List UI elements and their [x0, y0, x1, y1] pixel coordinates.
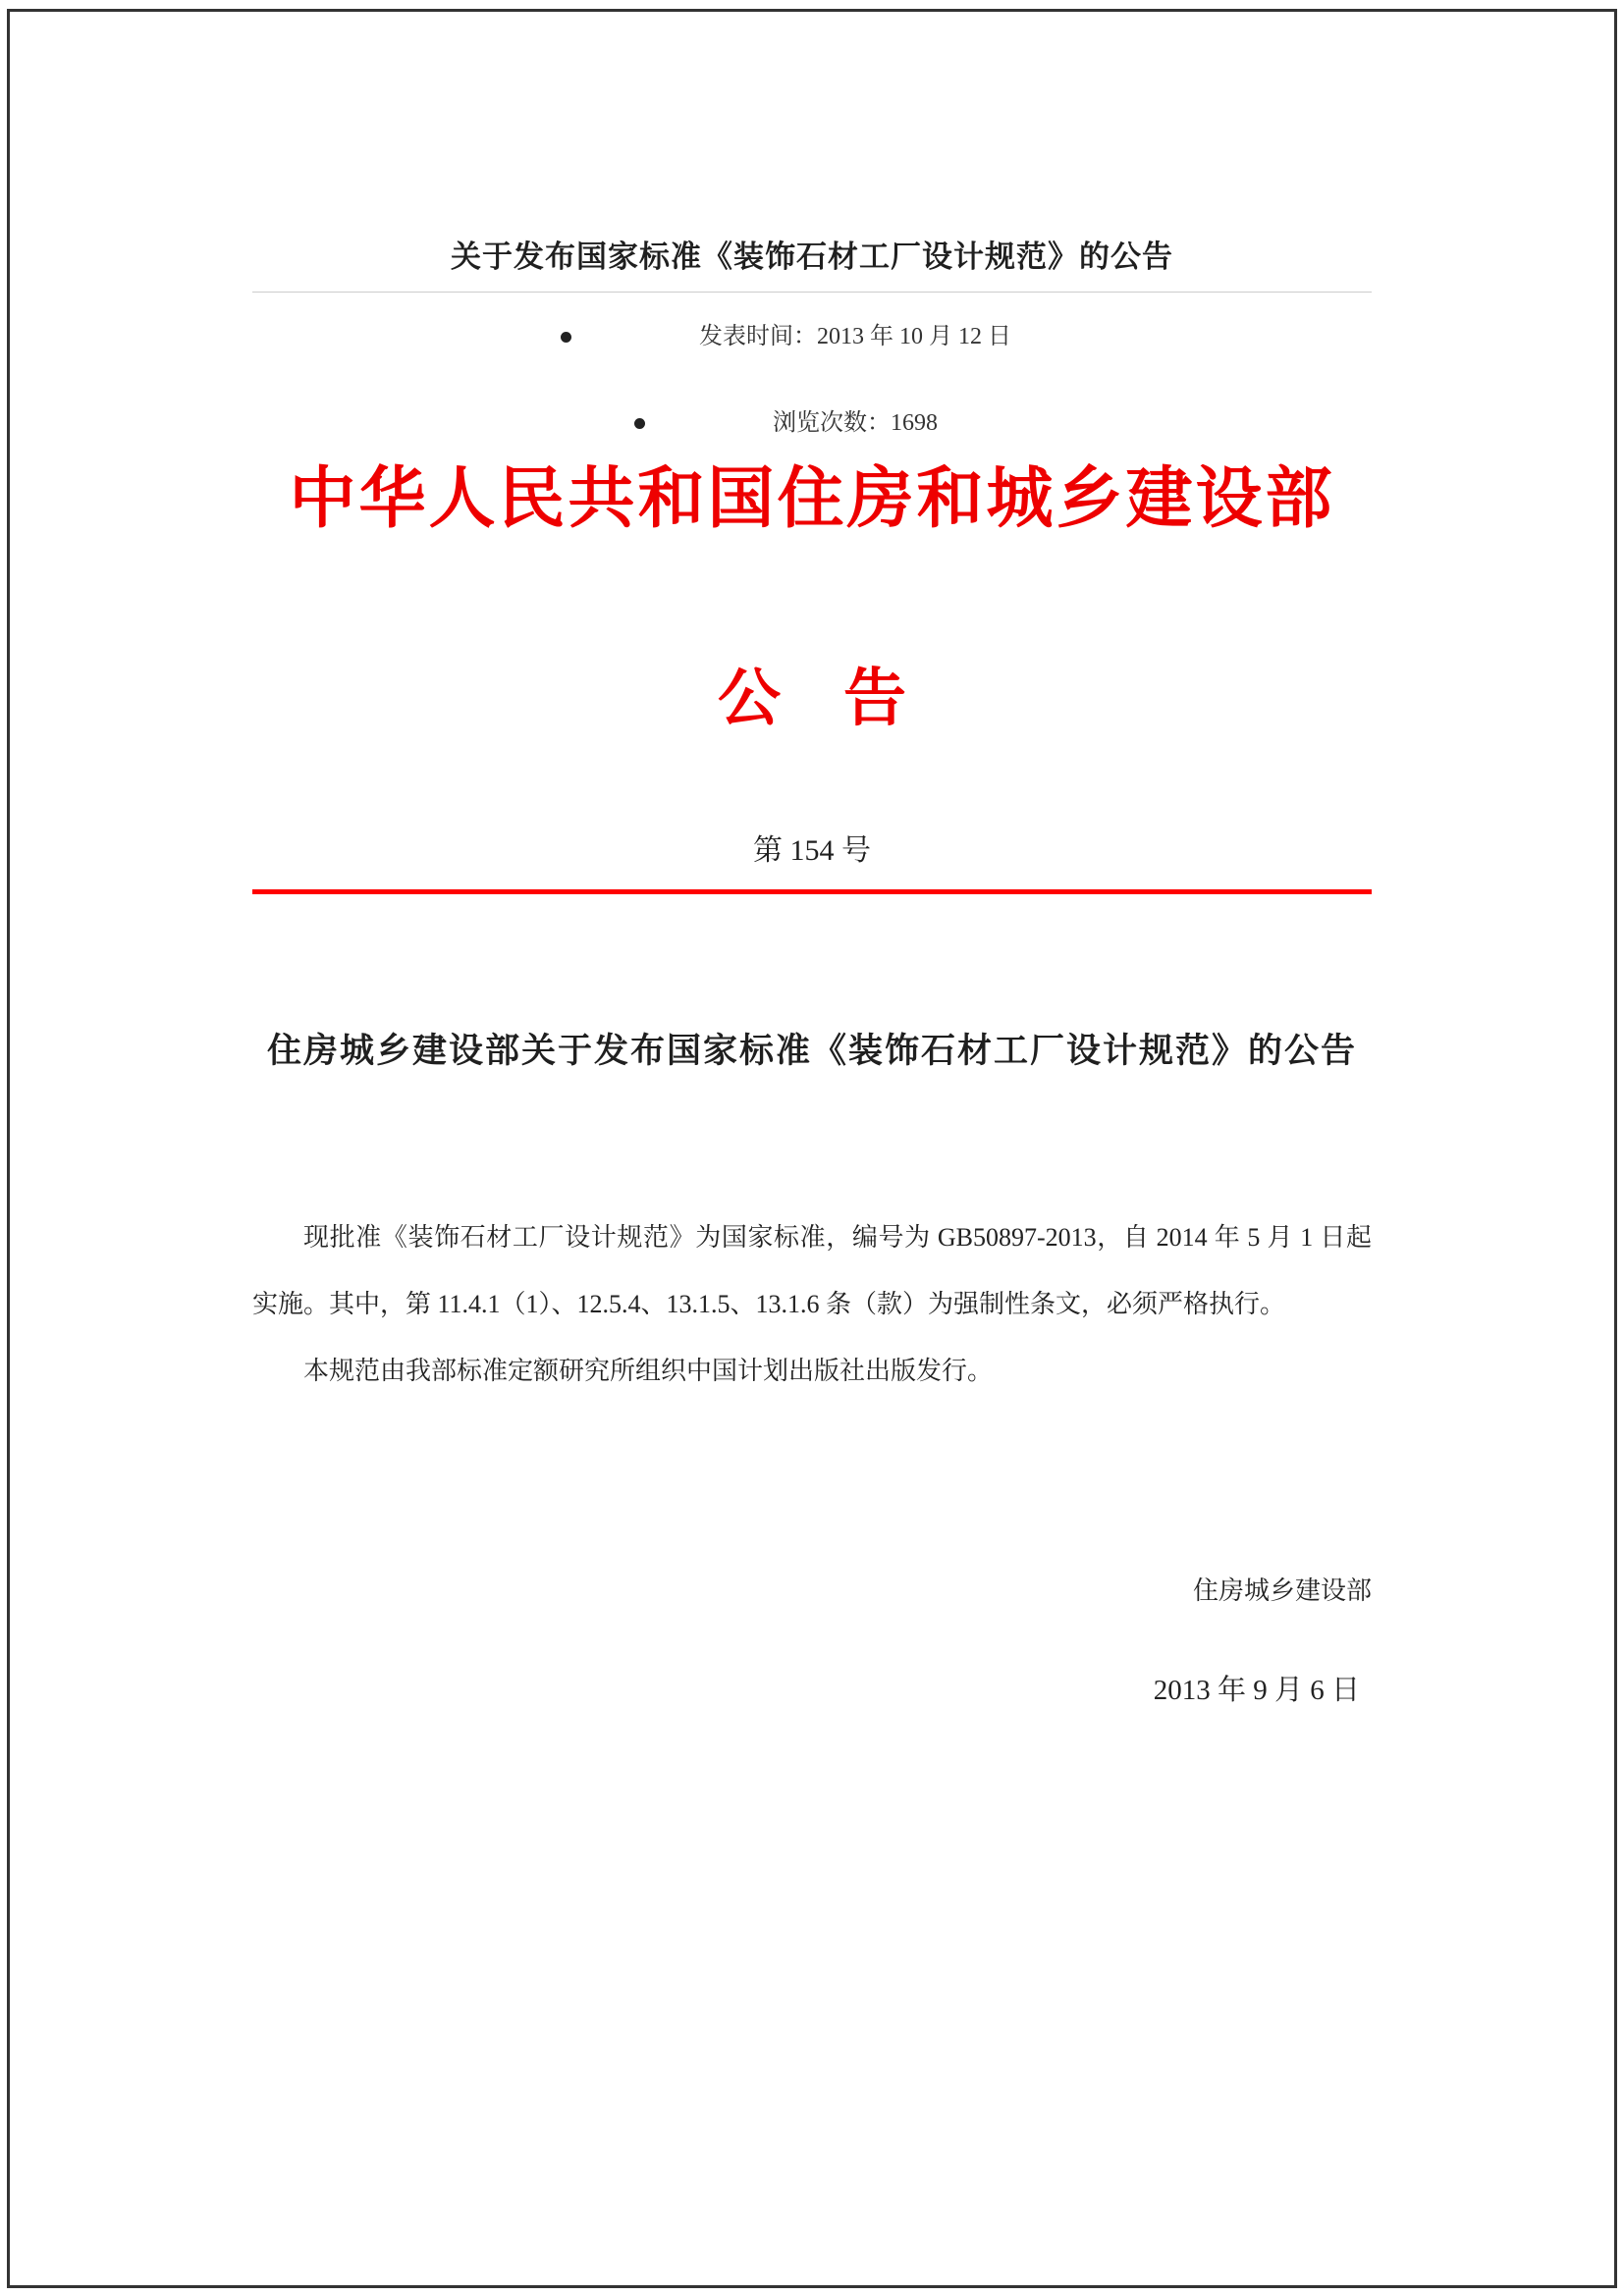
view-count-text: 浏览次数：1698	[773, 410, 938, 436]
document-number: 第 154 号	[753, 834, 871, 867]
page-title: 关于发布国家标准《装饰石材工厂设计规范》的公告	[451, 240, 1173, 274]
announcement-heading: 住房城乡建设部关于发布国家标准《装饰石材工厂设计规范》的公告	[266, 1032, 1357, 1070]
signature: 住房城乡建设部	[1192, 1576, 1372, 1605]
announcement-label: 公 告	[718, 664, 906, 733]
publish-date-text: 发表时间：2013 年 10 月 12 日	[699, 324, 1011, 349]
signature-date: 2013 年 9 月 6 日	[1153, 1675, 1360, 1706]
divider-line	[252, 292, 1372, 293]
red-rule-line	[252, 889, 1372, 894]
body-paragraph-2: 本规范由我部标准定额研究所组织中国计划出版社出版发行。	[303, 1357, 994, 1385]
view-count-row	[296, 405, 1415, 444]
page-content	[252, 12, 1372, 1711]
publish-date-row	[296, 319, 1415, 357]
ministry-name: 中华人民共和国住房和城乡建设部	[289, 461, 1335, 536]
body-paragraph-1: 现批准《装饰石材工厂设计规范》为国家标准，编号为 GB50897-2013，自 2014 年 5 月 1 日起实施。其中，第 11.4.1（1）、12.5.4、13.1.5、13.1.6 条（款）为强制性条文，必须严格执行。	[252, 1223, 1372, 1318]
page-border-frame	[7, 9, 1617, 2288]
